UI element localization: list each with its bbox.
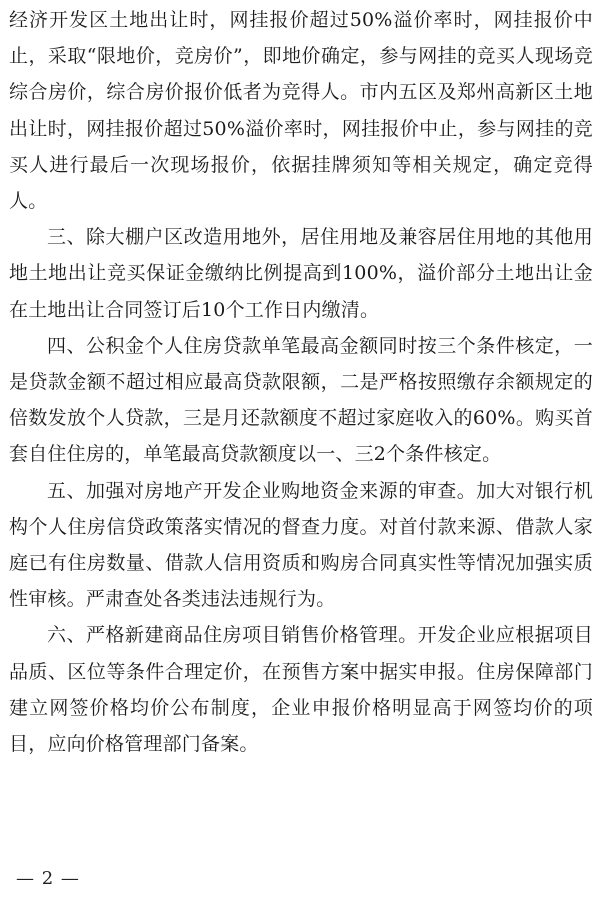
paragraph-item-4: 四、公积金个人住房贷款单笔最高金额同时按三个条件核定，一是贷款金额不超过相应最高贷款限额，二是严格按照缴存余额规定的倍数发放个人贷款，三是月还款额度不超过家庭收入的60%。购买首套自住住房的，单笔最高贷款额度以一、三2个条件核定。 [9, 334, 593, 466]
paragraph-continuation: 经济开发区土地出让时，网挂报价超过50%溢价率时，网挂报价中止，采取“限地价，竞房价”，即地价确定，参与网挂的竞买人现场竞综合房价，综合房价报价低者为竞得人。市内五区及郑州高新区土地出让时，网挂报价超过50%溢价率时，网挂报价中止，参与网挂的竞买人进行最后一次现场报价，依据挂牌须知等相关规定，确定竞得人。 [9, 9, 593, 213]
paragraph-item-5: 五、加强对房地产开发企业购地资金来源的审查。加大对银行机构个人住房信贷政策落实情况的督查力度。对首付款来源、借款人家庭已有住房数量、借款人信用资质和购房合同真实性等情况加强实质性审核。严肃查处各类违法违规行为。 [9, 479, 593, 611]
paragraph-item-3: 三、除大棚户区改造用地外，居住用地及兼容居住用地的其他用地土地出让竞买保证金缴纳比例提高到100%，溢价部分土地出让金在土地出让合同签订后10个工作日内缴清。 [9, 226, 593, 321]
paragraph-item-6: 六、严格新建商品住房项目销售价格管理。开发企业应根据项目品质、区位等条件合理定价，在预售方案中据实申报。住房保障部门建立网签价格均价公布制度，企业申报价格明显高于网签均价的项目，应向价格管理部门备案。 [9, 624, 593, 756]
document-body [9, 2, 593, 762]
page-number: — 2 — [16, 868, 80, 889]
